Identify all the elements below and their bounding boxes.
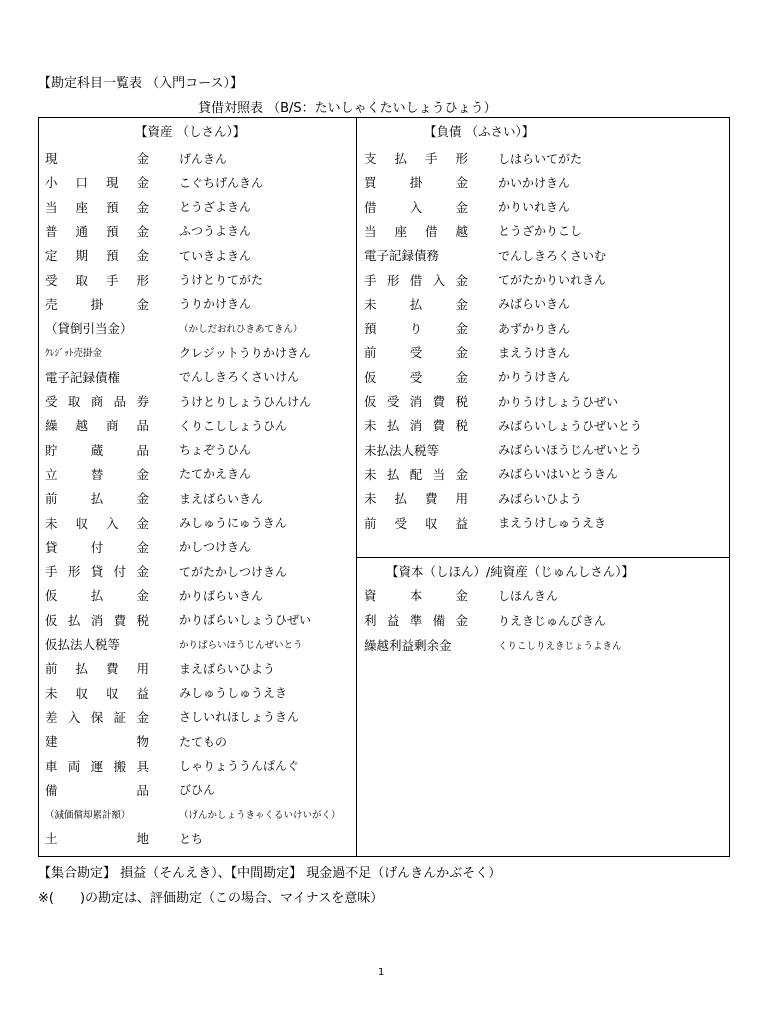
- account-reading: うりかけきん: [179, 297, 252, 312]
- account-name: 当 座 借 越: [364, 223, 468, 239]
- account-name: 受 取 手 形: [45, 272, 149, 288]
- footer-note-accounts: 【集合勘定】 損益（そんえき）、【中間勘定】 現金過不足（げんきんかぶそく）: [38, 866, 502, 881]
- account-name: 貸 付 金: [45, 539, 149, 555]
- account-name: 備 品: [45, 782, 149, 798]
- section-divider: [356, 557, 729, 558]
- liabilities-row: [358, 171, 658, 193]
- assets-row: [39, 439, 356, 461]
- assets-row: [39, 803, 356, 825]
- equity-row: [358, 584, 658, 606]
- document-title: 【勘定科目一覧表 （入門コース）】: [38, 76, 243, 91]
- account-reading: げんきん: [179, 151, 228, 166]
- account-reading: （げんかしょうきゃくるいけいがく）: [179, 810, 341, 822]
- account-name: 仮 受 金: [364, 369, 468, 385]
- account-name: 仮払法人税等: [45, 637, 121, 652]
- liabilities-row: [358, 366, 658, 388]
- assets-row: [39, 147, 356, 169]
- account-reading: かりうけしょうひぜい: [498, 394, 619, 409]
- account-reading: くりこししょうひん: [179, 418, 288, 433]
- account-reading: りえきじゅんびきん: [498, 613, 607, 628]
- assets-row: [39, 512, 356, 534]
- assets-row: [39, 779, 356, 801]
- account-reading: うけとりしょうひんけん: [179, 394, 312, 409]
- account-reading: かりばらいきん: [179, 588, 264, 603]
- account-name: 車 両 運 搬 具: [45, 758, 149, 774]
- liabilities-row: [358, 512, 658, 534]
- account-name: 買 掛 金: [364, 175, 468, 191]
- assets-row: [39, 244, 356, 266]
- assets-row: [39, 706, 356, 728]
- account-name: 繰越利益剰余金: [364, 638, 452, 653]
- liabilities-row: [358, 439, 658, 461]
- assets-row: [39, 633, 356, 655]
- account-name: 現 金: [45, 151, 149, 166]
- account-name: 前 払 費 用: [45, 661, 149, 677]
- account-name: 未 払 金: [364, 296, 468, 312]
- account-name: 貯 蔵 品: [45, 442, 149, 458]
- equity-row: [358, 609, 658, 631]
- assets-row: [39, 682, 356, 704]
- account-reading: こぐちげんきん: [179, 175, 264, 190]
- assets-row: [39, 657, 356, 679]
- account-reading: あずかりきん: [498, 321, 571, 336]
- account-reading: みばらいひよう: [498, 491, 583, 506]
- account-name: 支 払 手 形: [364, 151, 468, 166]
- equity-header: 【資本（しほん）/純資産（じゅんしさん）】: [386, 564, 634, 579]
- assets-row: [39, 366, 356, 388]
- account-name: 預 り 金: [364, 321, 468, 337]
- account-reading: てがたかしつけきん: [179, 564, 288, 579]
- account-reading: ふつうよきん: [179, 224, 252, 239]
- liabilities-row: [358, 341, 658, 363]
- account-reading: まえばらいひよう: [179, 661, 276, 676]
- account-reading: てがたかりいれきん: [498, 273, 607, 287]
- account-name: 未 払 消 費 税: [364, 418, 468, 434]
- account-name: 繰 越 商 品: [45, 418, 149, 434]
- account-reading: かいかけきん: [498, 175, 571, 190]
- account-name: 建 物: [45, 734, 149, 750]
- account-reading: たてかえきん: [179, 467, 252, 482]
- column-divider: [356, 118, 357, 856]
- assets-row: [39, 584, 356, 606]
- account-reading: ちょぞうひん: [179, 443, 252, 458]
- account-name: 仮 払 消 費 税: [45, 612, 149, 628]
- account-name: 未払法人税等: [364, 442, 440, 458]
- assets-row: [39, 414, 356, 436]
- account-reading: しゃりょううんぱんぐ: [179, 759, 300, 773]
- account-name: 未 払 費 用: [364, 491, 468, 507]
- account-name: （減価償却累計額）: [45, 810, 131, 822]
- account-name: 未 収 入 金: [45, 515, 149, 531]
- account-name: 利 益 準 備 金: [364, 613, 468, 628]
- liabilities-row: [358, 196, 658, 218]
- assets-row: [39, 341, 356, 363]
- liabilities-row: [358, 293, 658, 315]
- page-number: 1: [378, 967, 385, 978]
- account-reading: しほんきん: [498, 588, 559, 603]
- account-reading: とうざよきん: [179, 200, 252, 215]
- liabilities-row: [358, 463, 658, 485]
- account-reading: かりうけきん: [498, 370, 571, 385]
- account-reading: でんしきろくさいけん: [179, 370, 300, 385]
- assets-row: [39, 317, 356, 339]
- assets-row: [39, 196, 356, 218]
- account-name: 受 取 商 品 券: [45, 394, 149, 409]
- account-reading: みばらいはいとうきん: [498, 467, 619, 482]
- account-reading: かしつけきん: [179, 540, 252, 555]
- assets-row: [39, 171, 356, 193]
- balance-sheet-table: [38, 117, 730, 857]
- account-name: 前 受 金: [364, 345, 468, 361]
- account-name: ｸﾚｼﾞｯﾄ売掛金: [45, 348, 103, 360]
- account-reading: かりばらいほうじんぜいとう: [179, 640, 303, 651]
- account-name: 当 座 預 金: [45, 199, 149, 215]
- account-name: 小 口 現 金: [45, 175, 149, 191]
- assets-row: [39, 536, 356, 558]
- balance-sheet-title: 貸借対照表 （B/S：たいしゃくたいしょうひょう）: [198, 101, 497, 116]
- account-reading: さしいれほしょうきん: [179, 710, 300, 725]
- assets-row: [39, 609, 356, 631]
- account-reading: でんしきろくさいむ: [498, 248, 607, 263]
- account-reading: うけとりてがた: [179, 273, 264, 287]
- account-name: 手 形 借 入 金: [364, 272, 468, 288]
- liabilities-row: [358, 390, 658, 412]
- account-name: （貸倒引当金）: [45, 321, 133, 337]
- account-reading: まえばらいきん: [179, 491, 264, 506]
- assets-header: 【資産 （しさん）】: [135, 124, 246, 139]
- account-reading: みばらいほうじんぜいとう: [498, 443, 643, 458]
- liabilities-row: [358, 220, 658, 242]
- assets-row: [39, 560, 356, 582]
- account-name: 土 地: [45, 831, 149, 847]
- liabilities-row: [358, 244, 658, 266]
- account-reading: かりばらいしょうひぜい: [179, 613, 312, 628]
- assets-row: [39, 390, 356, 412]
- assets-row: [39, 293, 356, 315]
- account-name: 普 通 預 金: [45, 223, 149, 239]
- liabilities-row: [358, 317, 658, 339]
- assets-row: [39, 827, 356, 849]
- account-reading: とうざかりこし: [498, 224, 583, 239]
- account-name: 電子記録債権: [45, 369, 121, 385]
- equity-row: [358, 634, 658, 656]
- liabilities-row: [358, 487, 658, 509]
- assets-row: [39, 220, 356, 242]
- account-reading: みばらいきん: [498, 297, 571, 312]
- account-reading: ていきよきん: [179, 248, 252, 263]
- account-name: 立 替 金: [45, 466, 149, 482]
- account-name: 手 形 貸 付 金: [45, 564, 149, 580]
- account-reading: まえうけきん: [498, 345, 571, 360]
- assets-row: [39, 730, 356, 752]
- account-reading: みしゅうにゅうきん: [179, 516, 287, 530]
- liabilities-row: [358, 414, 658, 436]
- account-reading: みしゅうしゅうえき: [179, 686, 288, 701]
- assets-row: [39, 463, 356, 485]
- account-reading: とち: [179, 831, 204, 846]
- liabilities-row: [358, 147, 658, 169]
- account-name: 電子記録債務: [364, 248, 440, 264]
- account-name: 借 入 金: [364, 199, 468, 215]
- account-name: 前 払 金: [45, 491, 149, 507]
- account-name: 売 掛 金: [45, 296, 149, 312]
- liabilities-row: [358, 269, 658, 291]
- account-reading: しはらいてがた: [498, 151, 583, 166]
- account-reading: まえうけしゅうえき: [498, 516, 607, 530]
- account-reading: みばらいしょうひぜいとう: [498, 418, 643, 433]
- account-reading: くりこしりえきじょうよきん: [498, 641, 622, 652]
- account-name: 未 払 配 当 金: [364, 466, 468, 482]
- account-reading: かりいれきん: [498, 200, 571, 215]
- assets-row: [39, 269, 356, 291]
- account-name: 未 収 収 益: [45, 685, 149, 701]
- account-name: 資 本 金: [364, 588, 468, 603]
- account-name: 仮 払 金: [45, 588, 149, 604]
- assets-row: [39, 487, 356, 509]
- account-name: 定 期 預 金: [45, 248, 149, 264]
- assets-row: [39, 755, 356, 777]
- account-reading: たてもの: [179, 734, 228, 749]
- account-name: 差 入 保 証 金: [45, 709, 149, 725]
- account-reading: びひん: [179, 783, 216, 798]
- footer-note-valuation: ※( )の勘定は、評価勘定（この場合、マイナスを意味）: [38, 891, 384, 906]
- liabilities-header: 【負債 （ふさい）】: [424, 124, 535, 139]
- account-reading: クレジットうりかけきん: [179, 345, 311, 360]
- account-name: 前 受 収 益: [364, 515, 468, 531]
- account-name: 仮 受 消 費 税: [364, 394, 468, 409]
- account-reading: （かしだおれひきあてきん）: [179, 324, 303, 336]
